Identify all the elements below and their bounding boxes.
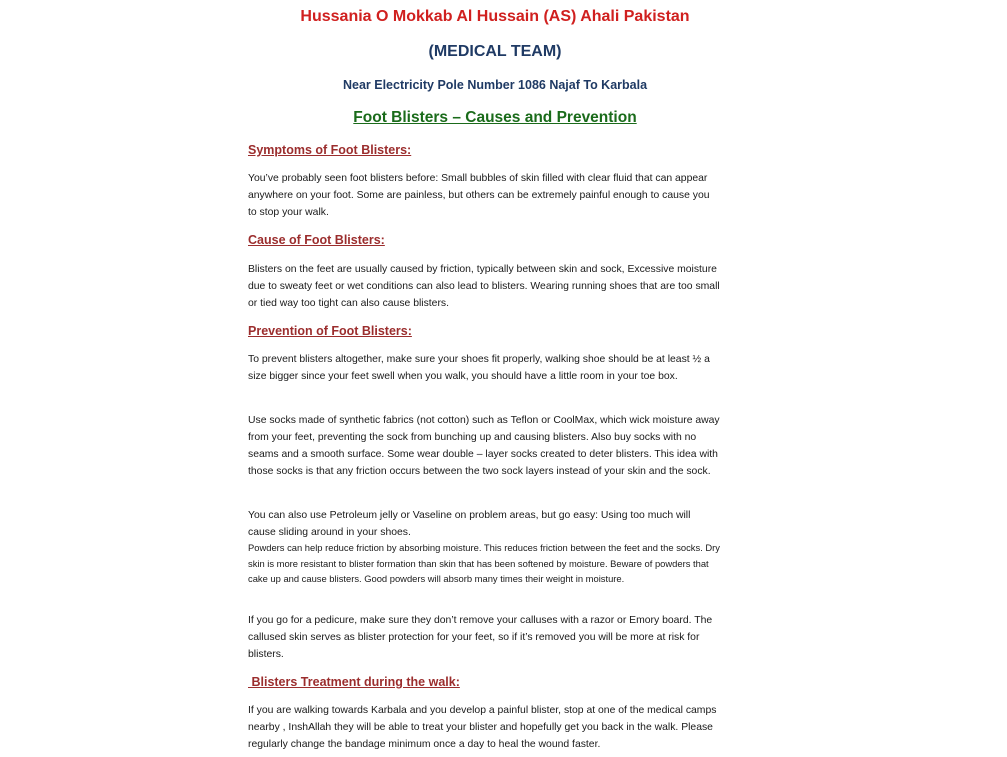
symptoms-paragraph: You’ve probably seen foot blisters before: Small bubbles of skin filled with clear fluid that can appear anywhere on your foot. Some are painless, but others can be extremely painful enough to cause you to stop your walk.: [248, 173, 710, 218]
prevention-paragraph-powders: Powders can help reduce friction by absorbing moisture. This reduces friction between the feet and the socks. Dry skin is more resistant to blister formation than skin that has been softened by moisture. Beware of powders that cake up and cause blisters. Good powders will absorb many times their weight in moisture.: [248, 542, 720, 584]
treatment-paragraph: If you are walking towards Karbala and you develop a painful blister, stop at one of the medical camps nearby , InshAllah they will be able to treat your blister and hopefully get you back in the walk. Please regularly change the bandage minimum once a day to heal the wound faster.: [248, 705, 717, 750]
prevention-paragraph-socks: Use socks made of synthetic fabrics (not cotton) such as Teflon or CoolMax, which wick moisture away from your feet, preventing the sock from bunching up and causing blisters. Also buy socks with no seams and a smooth surface. Some wear double – layer socks created to deter blisters. This idea with those socks is that any friction occurs between the two sock layers instead of your skin and the sock.: [248, 415, 720, 477]
prevention-paragraph-pedicure: If you go for a pedicure, make sure they don’t remove your calluses with a razor or Emory board. The callused skin serves as blister protection for your feet, so if it’s removed you will be more at risk for blisters.: [248, 615, 713, 660]
team-title: (MEDICAL TEAM): [428, 43, 562, 60]
prevention-heading: Prevention of Foot Blisters:: [248, 324, 412, 338]
cause-paragraph: Blisters on the feet are usually caused by friction, typically between skin and sock, Excessive moisture due to sweaty feet or wet conditions can also lead to blisters. Wearing running shoes that are too small or tied way too tight can also cause blisters.: [248, 264, 720, 309]
symptoms-heading: Symptoms of Foot Blisters:: [248, 143, 412, 157]
location-line: Near Electricity Pole Number 1086 Najaf To Karbala: [342, 78, 648, 92]
cause-heading: Cause of Foot Blisters:: [248, 233, 385, 247]
prevention-paragraph-shoes: To prevent blisters altogether, make sure your shoes fit properly, walking shoe should be at least ½ a size bigger since your feet swell when you walk, you should have a little room in your toe box.: [248, 354, 710, 382]
prevention-paragraph-jelly: You can also use Petroleum jelly or Vaseline on problem areas, but go easy: Using too much will cause sliding around in your shoes.: [248, 510, 691, 538]
organization-title: Hussania O Mokkab Al Hussain (AS) Ahali Pakistan: [300, 8, 690, 25]
treatment-heading: Blisters Treatment during the walk:: [248, 675, 460, 689]
document-title: Foot Blisters – Causes and Prevention: [353, 109, 637, 126]
